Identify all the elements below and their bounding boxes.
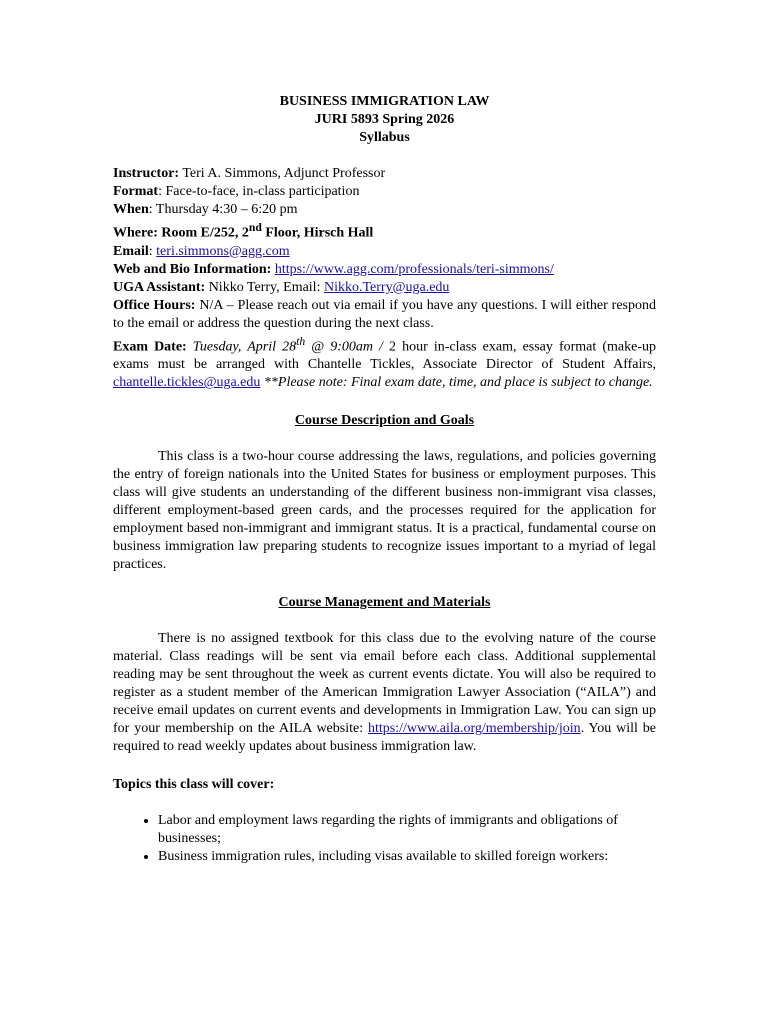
where-label: Where	[113, 225, 154, 241]
student-affairs-email-link[interactable]: chantelle.tickles@uga.edu	[113, 375, 261, 391]
assistant-email-link[interactable]: Nikko.Terry@uga.edu	[323, 279, 450, 295]
where-value-floor: Floor, Hirsch Hall	[261, 225, 374, 241]
instructor-label: Instructor:	[113, 166, 180, 181]
course-management-heading: Course Management and Materials	[278, 595, 491, 611]
exam-date-label: Exam Date:	[113, 339, 187, 355]
course-code-term: JURI 5893 Spring 2026	[314, 112, 455, 127]
email-separator: :	[148, 243, 157, 259]
office-hours-value: N/A – Please reach out via email if you have any questions. I will either respond to the email or address the question during the next class.	[113, 297, 657, 331]
exam-time: @ 9:00am /	[305, 339, 390, 355]
where-value: : Room E/252, 2	[153, 225, 249, 241]
uga-assistant-line	[113, 279, 656, 297]
web-line	[113, 261, 656, 279]
where-superscript: nd	[248, 221, 262, 234]
course-description-heading: Course Description and Goals	[294, 413, 475, 429]
instructor-email-link[interactable]: teri.simmons@agg.com	[156, 243, 290, 259]
instructor-line	[113, 165, 656, 183]
topics-heading: Topics this class will cover:	[113, 777, 275, 793]
exam-date-line	[113, 333, 656, 393]
exam-description: 2 hour in-class exam, essay format (make-up exams must be arranged with Chantelle Tickles, Associate Director of Student Affairs,	[113, 339, 657, 373]
when-value: : Thursday 4:30 – 6:20 pm	[148, 202, 298, 217]
course-management-body	[113, 630, 656, 756]
office-hours-label: Office Hours:	[113, 297, 196, 313]
exam-note: **Please note: Final exam date, time, and place is subject to change.	[260, 375, 653, 391]
aila-membership-link[interactable]: https://www.aila.org/membership/join	[367, 721, 581, 737]
exam-date-superscript: th	[296, 334, 306, 348]
exam-date-value: Tuesday, April 28	[186, 339, 297, 355]
email-label: Email	[113, 243, 149, 259]
course-description-body: This class is a two-hour course addressing the laws, regulations, and policies governing the entry of foreign nationals into the United States for business or employment purposes. This class will give students an understanding of the different business non-immigrant visa classes, different employment-based green cards, and the processes required for the application for employment based non-immigrant and immigrant status. It is a practical, fundamental course on business immigration law preparing students to recognize issues important to a myriad of legal practices.	[113, 449, 656, 573]
uga-assistant-value: Nikko Terry, Email:	[205, 279, 324, 295]
course-title: BUSINESS IMMIGRATION LAW	[279, 94, 490, 109]
course-management-text: There is no assigned textbook for this class due to the evolving nature of the course material. Class readings will be sent via email before each class. Additional supplemental reading may be sent throughout the week as current events dictate. You will also be required to register as a student member of the American Immigration Lawyer Association (“AILA”) and receive email updates on current events and developments in Immigration Law. You can sign up for your membership on the AILA website:	[113, 631, 656, 737]
email-line	[113, 243, 656, 261]
uga-assistant-label: UGA Assistant:	[113, 279, 206, 295]
when-label: When	[113, 202, 149, 217]
document-content	[113, 93, 656, 866]
office-hours-line	[113, 297, 656, 333]
topic-item: • Labor and employment laws regarding the rights of immigrants and obligations of businesses;	[158, 812, 656, 848]
format-value: : Face-to-face, in-class participation	[158, 184, 360, 199]
bio-link[interactable]: https://www.agg.com/professionals/teri-simmons/	[274, 261, 554, 277]
when-line	[113, 201, 656, 219]
topics-list	[113, 812, 656, 866]
format-label: Format	[113, 184, 159, 199]
instructor-value: Teri A. Simmons, Adjunct Professor	[179, 166, 386, 181]
course-info	[113, 165, 656, 392]
title-block	[113, 93, 656, 147]
topic-item: • Business immigration rules, including visas available to skilled foreign workers:	[158, 848, 656, 866]
document-type: Syllabus	[359, 130, 410, 145]
course-management-text-end: . You will be required to read weekly updates about business immigration law.	[113, 721, 656, 755]
where-line	[113, 219, 656, 243]
format-line	[113, 183, 656, 201]
web-label: Web and Bio Information:	[113, 261, 272, 277]
